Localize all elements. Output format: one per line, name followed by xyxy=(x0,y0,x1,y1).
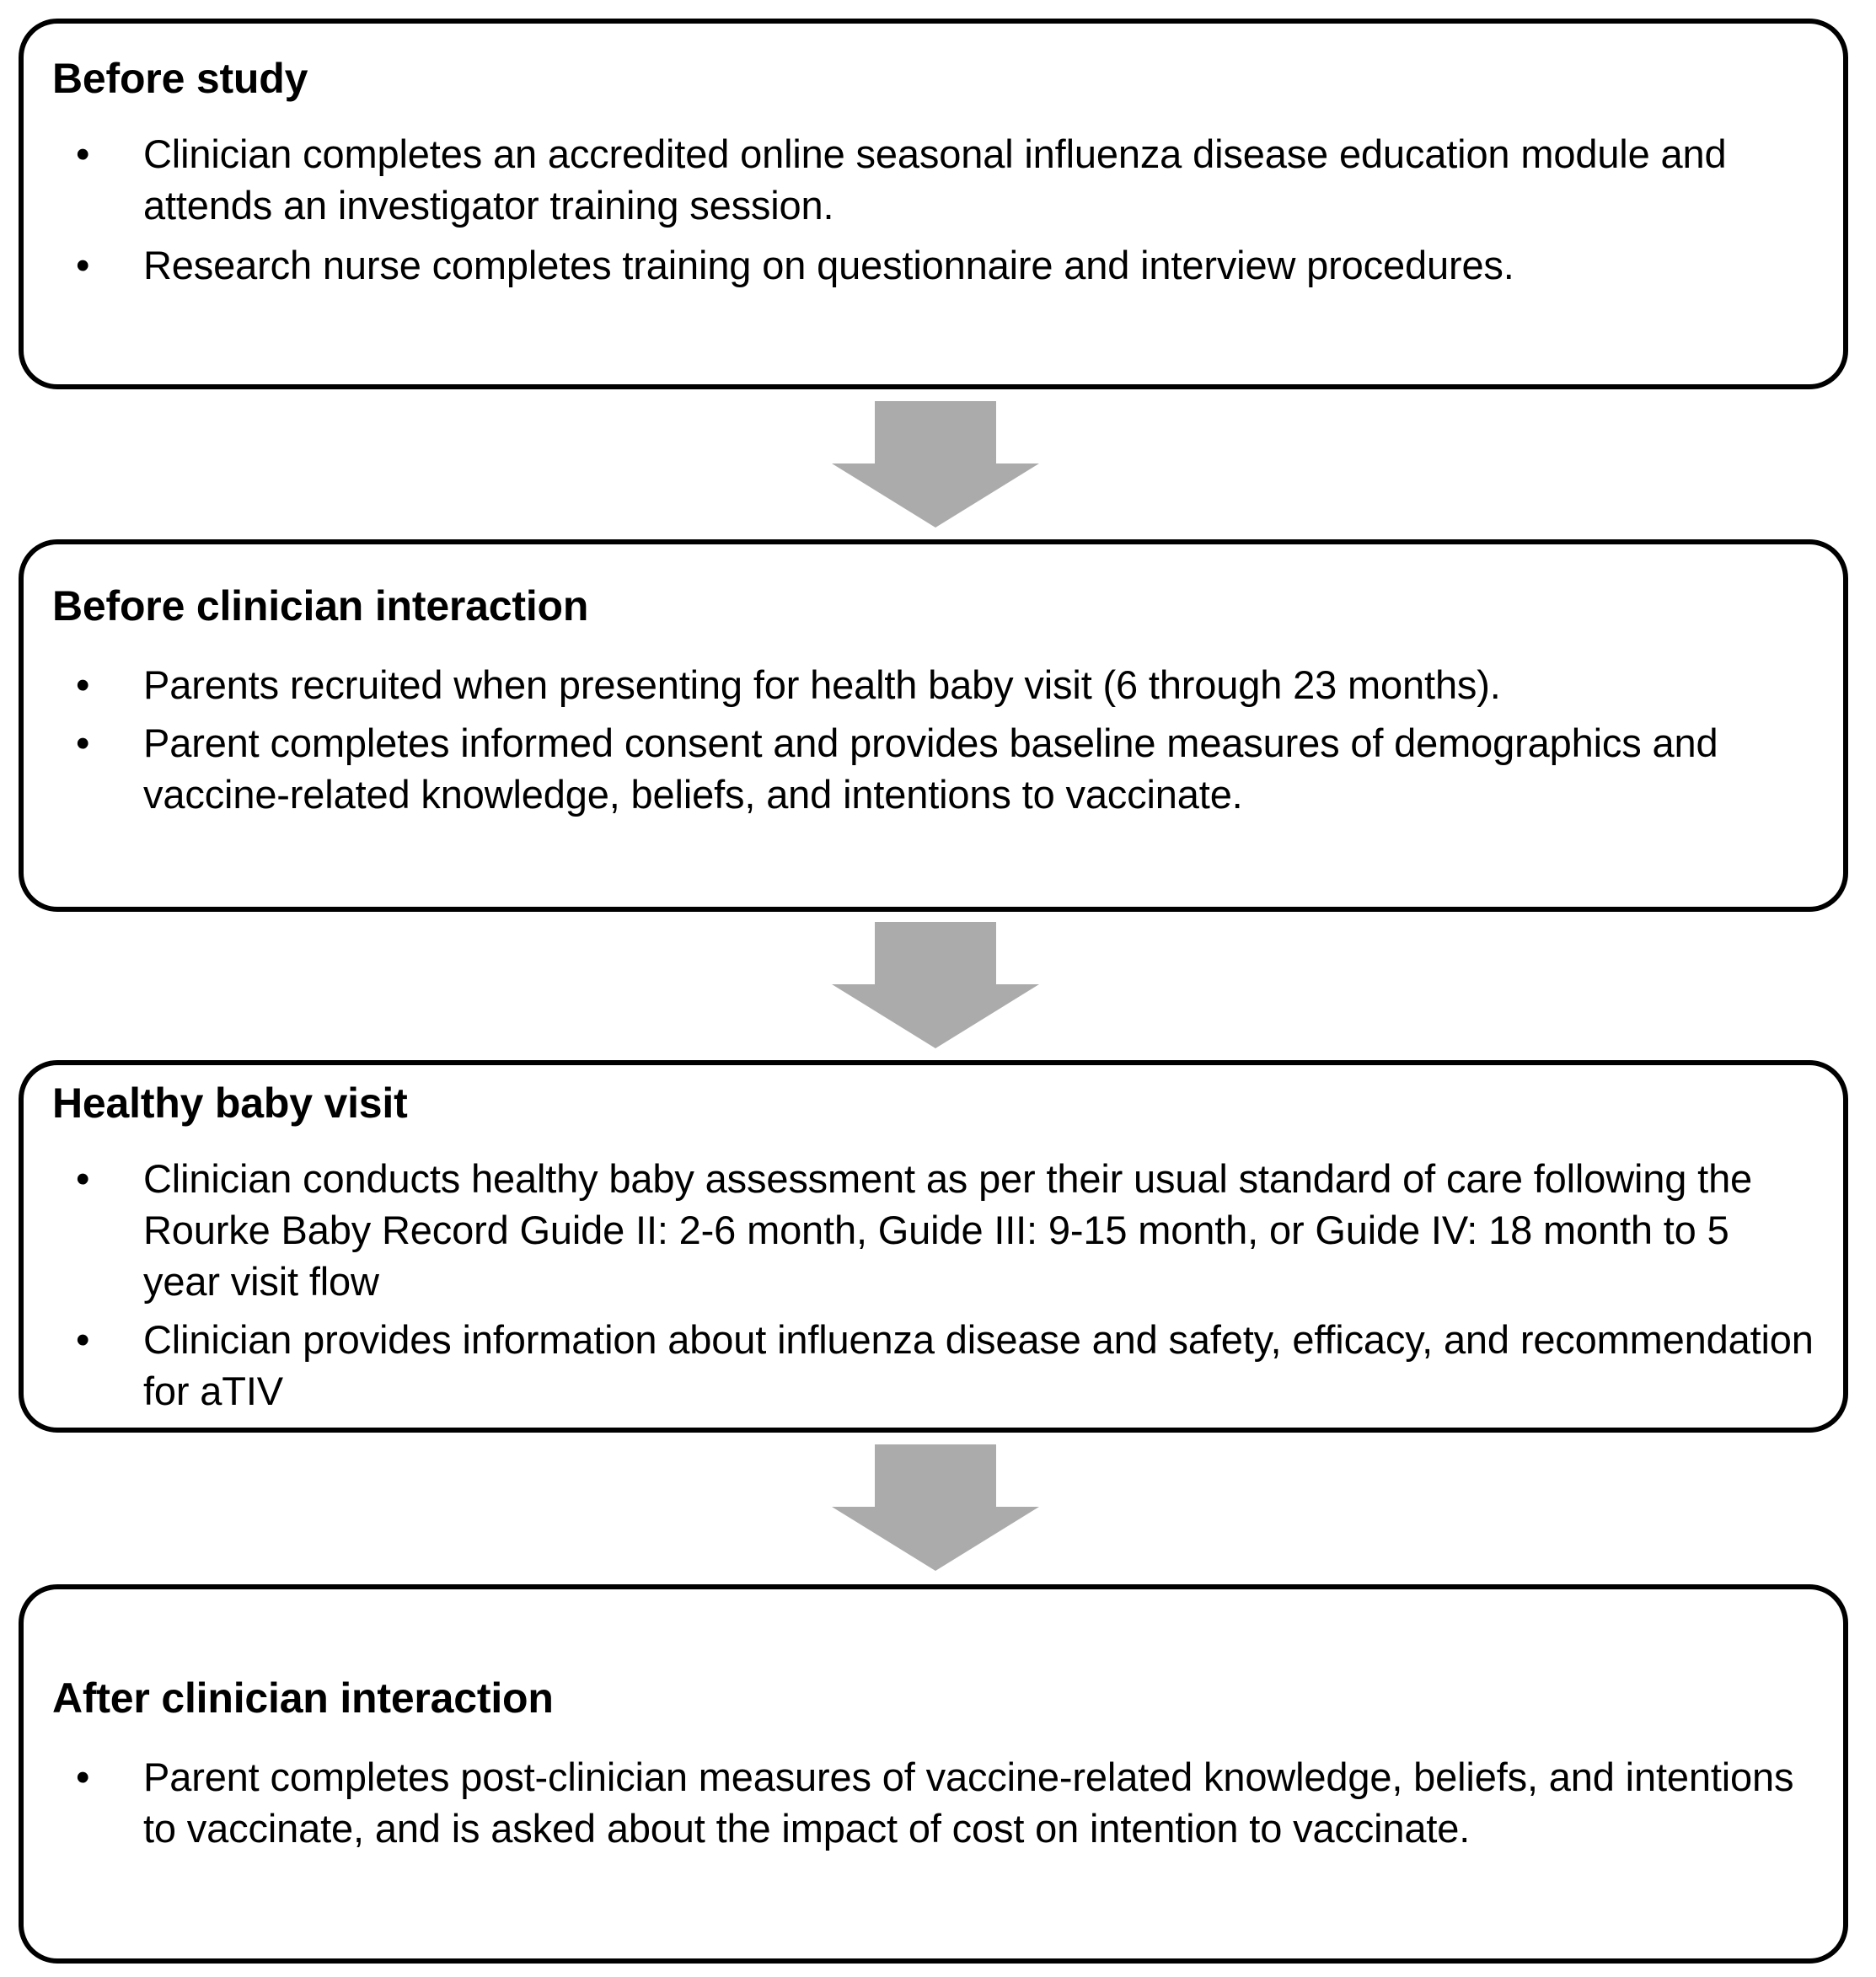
connector-arrow-down-2 xyxy=(830,922,1041,1050)
flow-step-bullet-list xyxy=(52,659,1814,820)
flow-step-healthy-baby-visit xyxy=(19,1060,1848,1433)
flow-step-before-clinician xyxy=(19,539,1848,912)
down-arrow-icon xyxy=(830,401,1041,529)
bullet-item xyxy=(52,1153,1814,1307)
flow-step-bullet-list xyxy=(52,1751,1814,1854)
bullet-item xyxy=(52,239,1814,291)
flow-step-title: Before study xyxy=(52,55,308,102)
flow-step-content xyxy=(24,1589,1843,1854)
down-arrow-icon xyxy=(830,1444,1041,1572)
bullet-text: Parent completes post-clinician measures of vaccine-related knowledge, beliefs, and intentions to vaccinate, and is asked about the impact of cost on intention to vaccinate. xyxy=(143,1755,1794,1851)
flow-step-content xyxy=(24,544,1843,820)
bullet-dot-icon: • xyxy=(76,1317,90,1363)
flow-step-title: Healthy baby visit xyxy=(52,1080,408,1127)
bullet-item xyxy=(52,1751,1814,1854)
bullet-item xyxy=(52,128,1814,231)
bullet-dot-icon: • xyxy=(76,662,90,707)
bullet-text: Clinician completes an accredited online seasonal influenza disease education module and attends an investigator training session. xyxy=(143,131,1727,228)
flow-step-title: Before clinician interaction xyxy=(52,582,589,630)
flow-step-bullet-list xyxy=(52,1153,1814,1417)
down-arrow-icon xyxy=(830,922,1041,1050)
bullet-dot-icon: • xyxy=(76,1755,90,1799)
bullet-text: Clinician provides information about influenza disease and safety, efficacy, and recommendation for aTIV xyxy=(143,1317,1814,1414)
bullet-item xyxy=(52,1314,1814,1417)
flow-step-bullet-list xyxy=(52,128,1814,291)
bullet-item xyxy=(52,659,1814,710)
connector-arrow-down-1 xyxy=(830,401,1041,529)
bullet-dot-icon: • xyxy=(76,721,90,766)
flow-step-content xyxy=(24,24,1843,291)
flow-step-before-study xyxy=(19,19,1848,389)
bullet-text: Research nurse completes training on questionnaire and interview procedures. xyxy=(143,243,1514,288)
flow-step-title: After clinician interaction xyxy=(52,1674,554,1722)
flow-step-content xyxy=(24,1065,1843,1417)
bullet-text: Clinician conducts healthy baby assessment as per their usual standard of care following the Rourke Baby Record Guide II: 2-6 month, Guide III: 9-15 month, or Guide IV: 18 month to 5 year visit flow xyxy=(143,1156,1753,1305)
bullet-item xyxy=(52,717,1814,820)
bullet-text: Parent completes informed consent and provides baseline measures of demographics and vaccine-related knowledge, beliefs, and intentions to vaccinate. xyxy=(143,721,1718,817)
bullet-text: Parents recruited when presenting for health baby visit (6 through 23 months). xyxy=(143,662,1501,707)
flow-step-after-clinician xyxy=(19,1584,1848,1964)
connector-arrow-down-3 xyxy=(830,1444,1041,1572)
bullet-dot-icon: • xyxy=(76,131,90,176)
bullet-dot-icon: • xyxy=(76,1156,90,1201)
bullet-dot-icon: • xyxy=(76,243,90,288)
